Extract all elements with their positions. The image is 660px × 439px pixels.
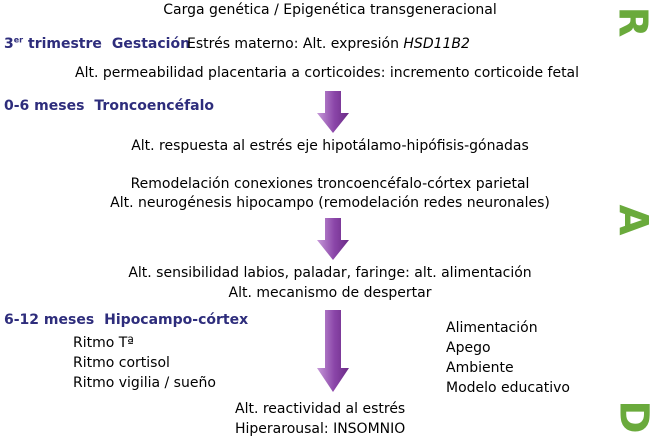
rhythm-item: Ritmo cortisol <box>73 355 170 371</box>
stage2-line2: Remodelación conexiones troncoencéfalo-córtex parietal <box>130 176 530 192</box>
outcome-insomnia: Hiperarousal: INSOMNIO <box>235 421 406 437</box>
stage2-line4: Alt. sensibilidad labios, paladar, faringe: alt. alimentación <box>128 265 532 281</box>
stage2-line1: Alt. respuesta al estrés eje hipotálamo-hipófisis-gónadas <box>131 138 529 154</box>
stage3-period: 6-12 meses <box>4 312 95 328</box>
stage1-line2: Alt. permeabilidad placentaria a corticoides: incremento corticoide fetal <box>75 65 580 81</box>
side-letter-d: D <box>610 400 657 434</box>
rhythm-item: Ritmo vigilia / sueño <box>73 375 216 391</box>
side-letter-r: R <box>609 6 656 38</box>
down-arrow-2 <box>317 218 349 260</box>
stage2-line3: Alt. neurogénesis hipocampo (remodelación redes neuronales) <box>110 195 550 211</box>
factor-item: Ambiente <box>446 360 514 376</box>
stage2-line5: Alt. mecanismo de despertar <box>228 285 432 301</box>
factor-item: Modelo educativo <box>446 380 570 396</box>
down-arrow-3 <box>317 310 349 392</box>
stage1-period: 3er trimestre <box>4 35 102 52</box>
down-arrow-1 <box>317 91 349 133</box>
outcome-reactivity: Alt. reactividad al estrés <box>235 401 406 417</box>
stage3-region: Hipocampo-córtex <box>104 312 249 328</box>
side-letter-a: A <box>609 204 656 236</box>
gene-name: HSD11B2 <box>403 36 470 52</box>
stage1-label <box>4 36 190 53</box>
stage3-label <box>4 312 248 329</box>
top-line: Carga genética / Epigenética transgeneracional <box>163 2 497 18</box>
factor-item: Apego <box>446 340 491 356</box>
stage2-period: 0-6 meses <box>4 98 85 114</box>
stage1-line1: Estrés materno: Alt. expresión HSD11B2 <box>187 36 470 52</box>
rhythm-item: Ritmo Tª <box>73 335 134 351</box>
factor-item: Alimentación <box>446 320 538 336</box>
stage2-label <box>4 98 214 115</box>
stage2-region: Troncoencéfalo <box>94 98 215 114</box>
stage1-region: Gestación <box>111 36 191 52</box>
